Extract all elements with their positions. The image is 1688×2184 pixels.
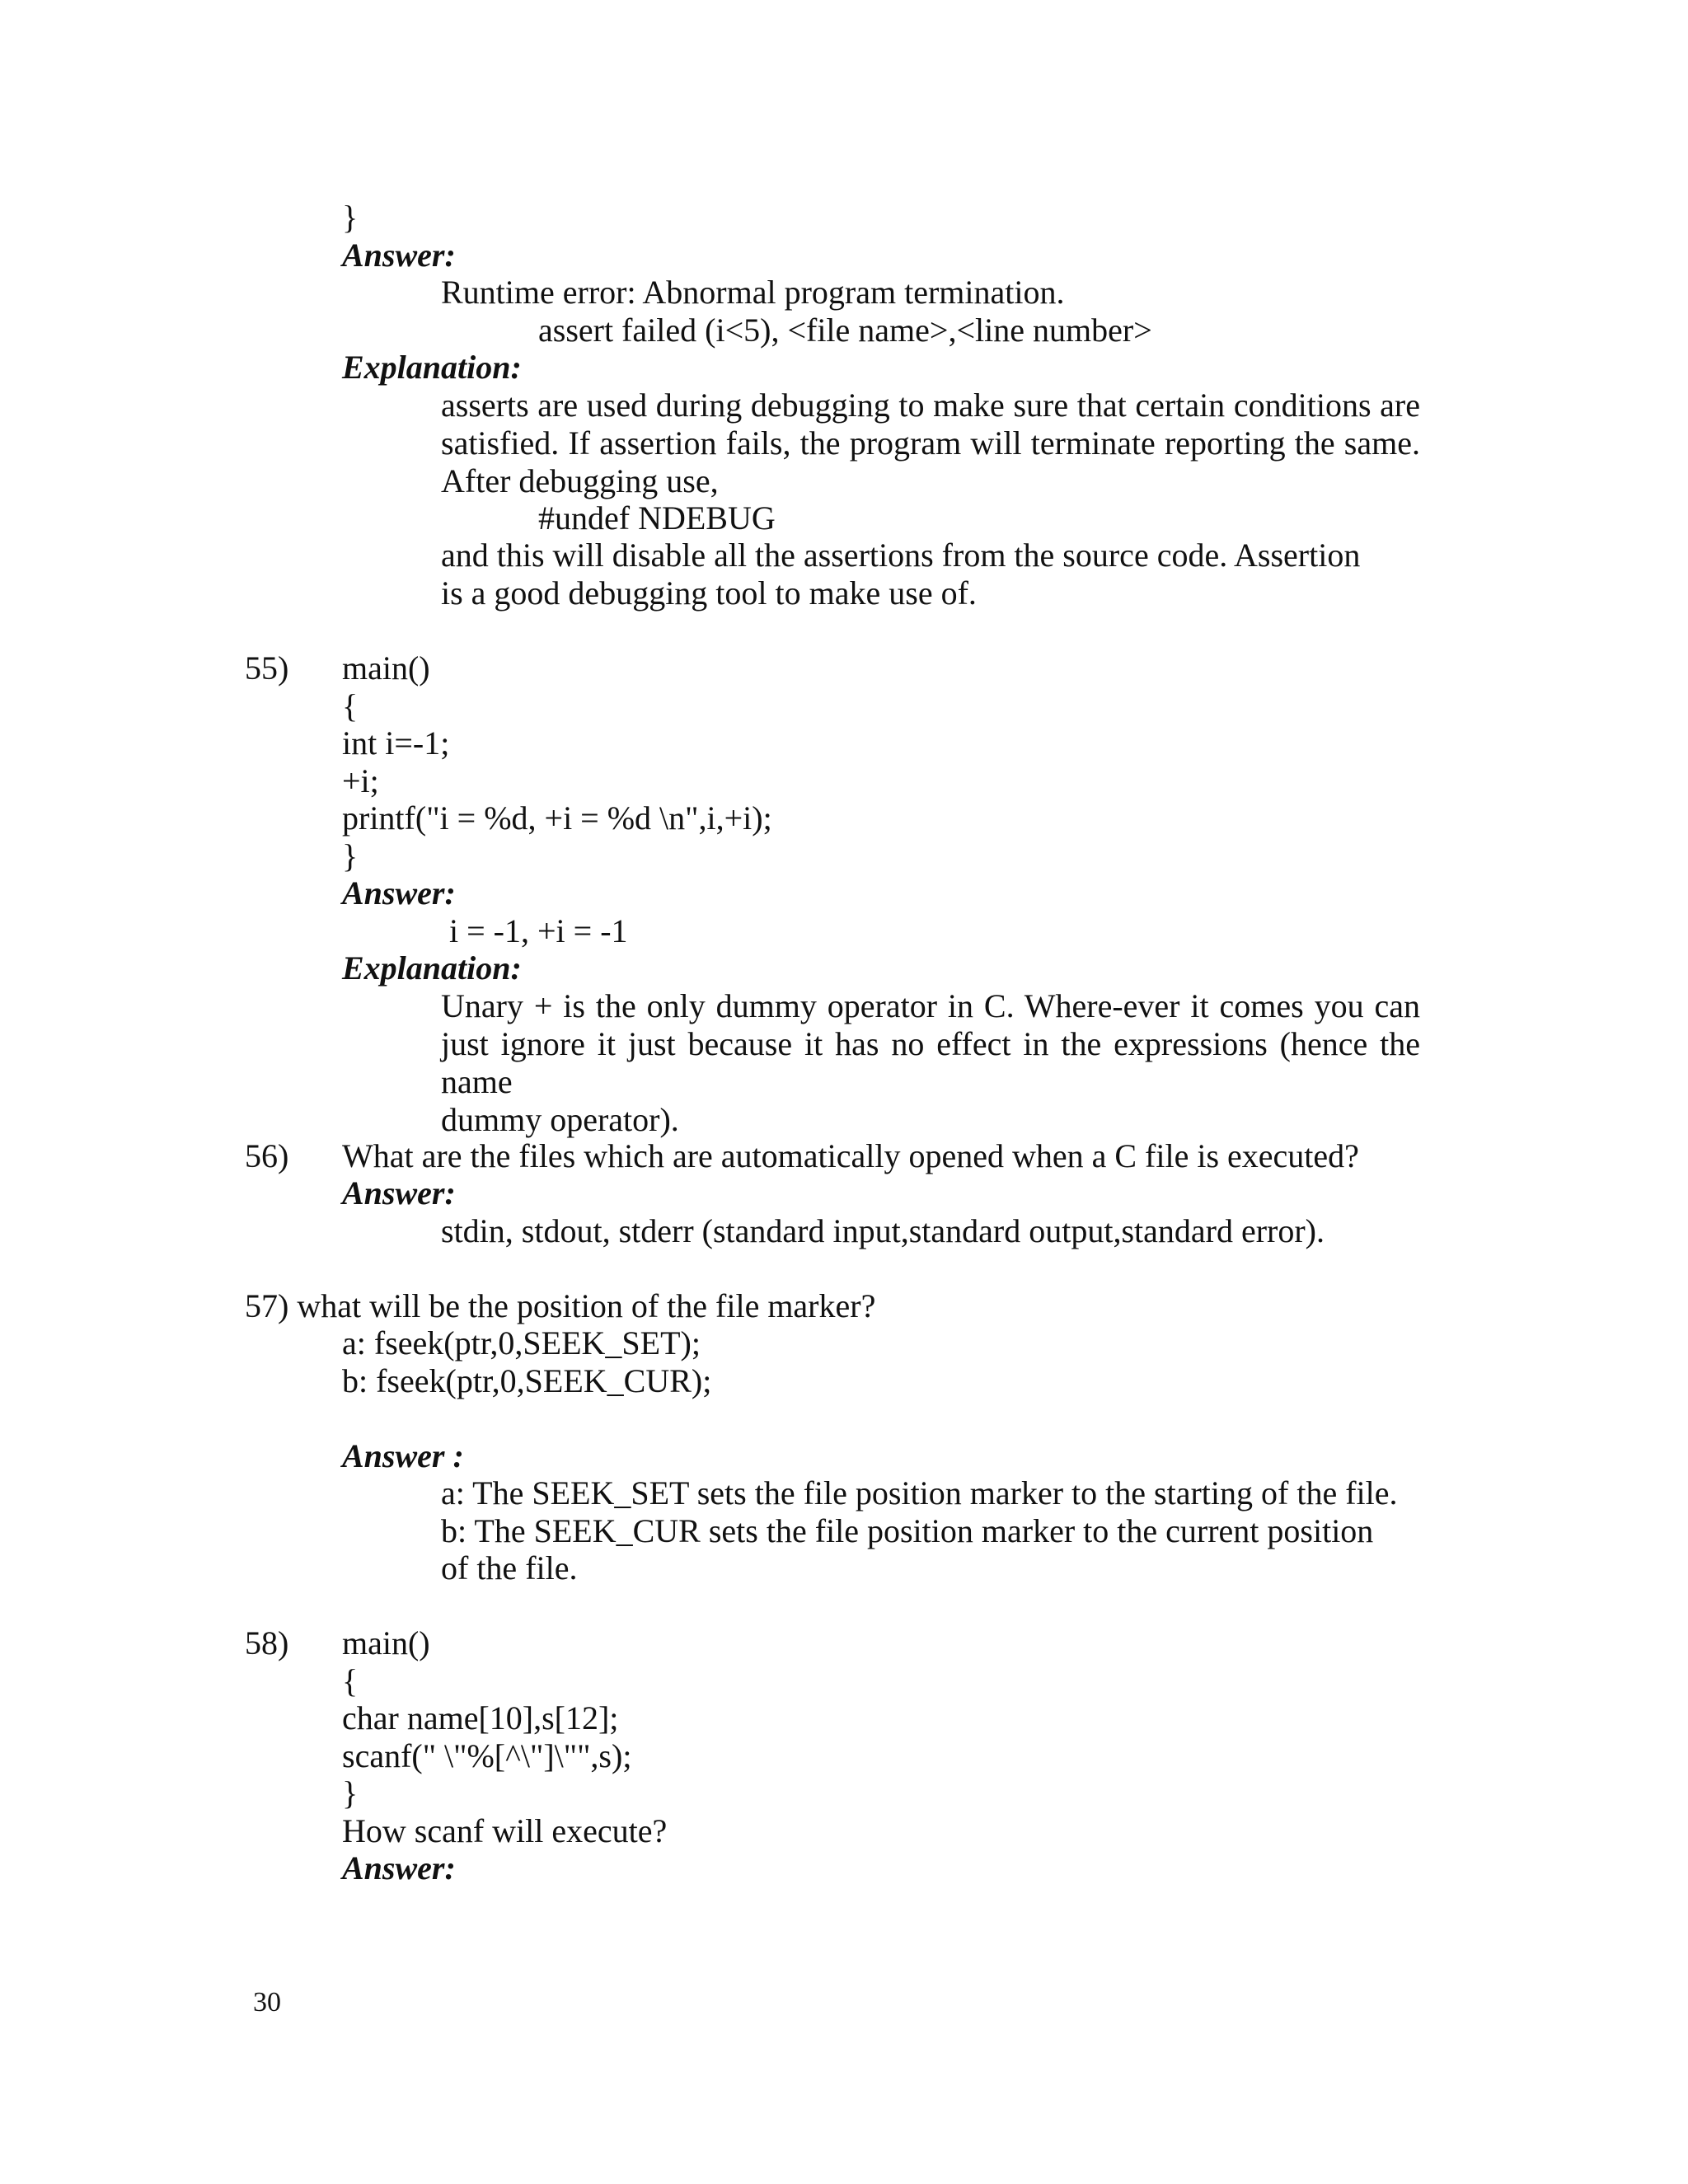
code-line: } (342, 837, 359, 874)
code-line: printf("i = %d, +i = %d \n",i,+i); (342, 799, 772, 837)
answer-line: i = -1, +i = -1 (449, 912, 628, 949)
answer-line: a: The SEEK_SET sets the file position marker to the starting of the file. (441, 1474, 1398, 1511)
code-line: { (342, 687, 359, 724)
option-line: b: fseek(ptr,0,SEEK_CUR); (342, 1362, 712, 1399)
answer-line: of the file. (441, 1549, 578, 1586)
answer-line: assert failed (i<5), <file name>,<line number> (538, 312, 1152, 349)
answer-label: Answer : (342, 1437, 464, 1474)
explanation-line: After debugging use, (441, 462, 719, 499)
explanation-line: dummy operator). (441, 1101, 679, 1138)
explanation-label: Explanation: (342, 349, 522, 386)
question-number: 56) (245, 1137, 289, 1174)
code-line: #undef NDEBUG (538, 499, 776, 537)
code-line: +i; (342, 762, 379, 799)
question-number: 58) (245, 1624, 289, 1661)
answer-line: b: The SEEK_CUR sets the file position marker to the current position (441, 1512, 1374, 1549)
explanation-paragraph (441, 987, 1420, 1139)
explanation-label: Explanation: (342, 949, 522, 987)
code-line: scanf(" \"%[^\"]\"",s); (342, 1737, 632, 1774)
answer-label: Answer: (342, 1849, 456, 1886)
code-line: main() (342, 649, 430, 687)
explanation-line: is a good debugging tool to make use of. (441, 574, 977, 612)
explanation-line: Unary + is the only dummy operator in C. Where-ever it comes you can (441, 987, 1420, 1024)
answer-label: Answer: (342, 1174, 456, 1212)
answer-label: Answer: (342, 237, 456, 274)
code-line: } (342, 1774, 359, 1811)
question-number: 55) (245, 649, 289, 687)
answer-line: Runtime error: Abnormal program termination. (441, 274, 1065, 311)
code-line: char name[10],s[12]; (342, 1699, 619, 1736)
code-line: main() (342, 1624, 430, 1661)
answer-label: Answer: (342, 874, 456, 912)
explanation-line: satisfied. If assertion fails, the program will terminate reporting the same. (441, 424, 1420, 462)
explanation-line: asserts are used during debugging to make sure that certain conditions are (441, 387, 1420, 424)
answer-line: stdin, stdout, stderr (standard input,standard output,standard error). (441, 1212, 1325, 1249)
closing-brace: } (342, 199, 359, 236)
question-text: What are the files which are automatically opened when a C file is executed? (342, 1137, 1359, 1174)
code-line: int i=-1; (342, 724, 450, 762)
explanation-paragraph (441, 387, 1420, 500)
question-text: How scanf will execute? (342, 1812, 668, 1849)
page-number: 30 (253, 1987, 281, 2018)
question-text: 57) what will be the position of the file marker? (245, 1287, 876, 1324)
explanation-line: and this will disable all the assertions from the source code. Assertion (441, 537, 1361, 574)
explanation-line: just ignore it just because it has no effect in the expressions (hence the name (441, 1025, 1420, 1100)
option-line: a: fseek(ptr,0,SEEK_SET); (342, 1324, 701, 1361)
code-line: { (342, 1662, 359, 1699)
